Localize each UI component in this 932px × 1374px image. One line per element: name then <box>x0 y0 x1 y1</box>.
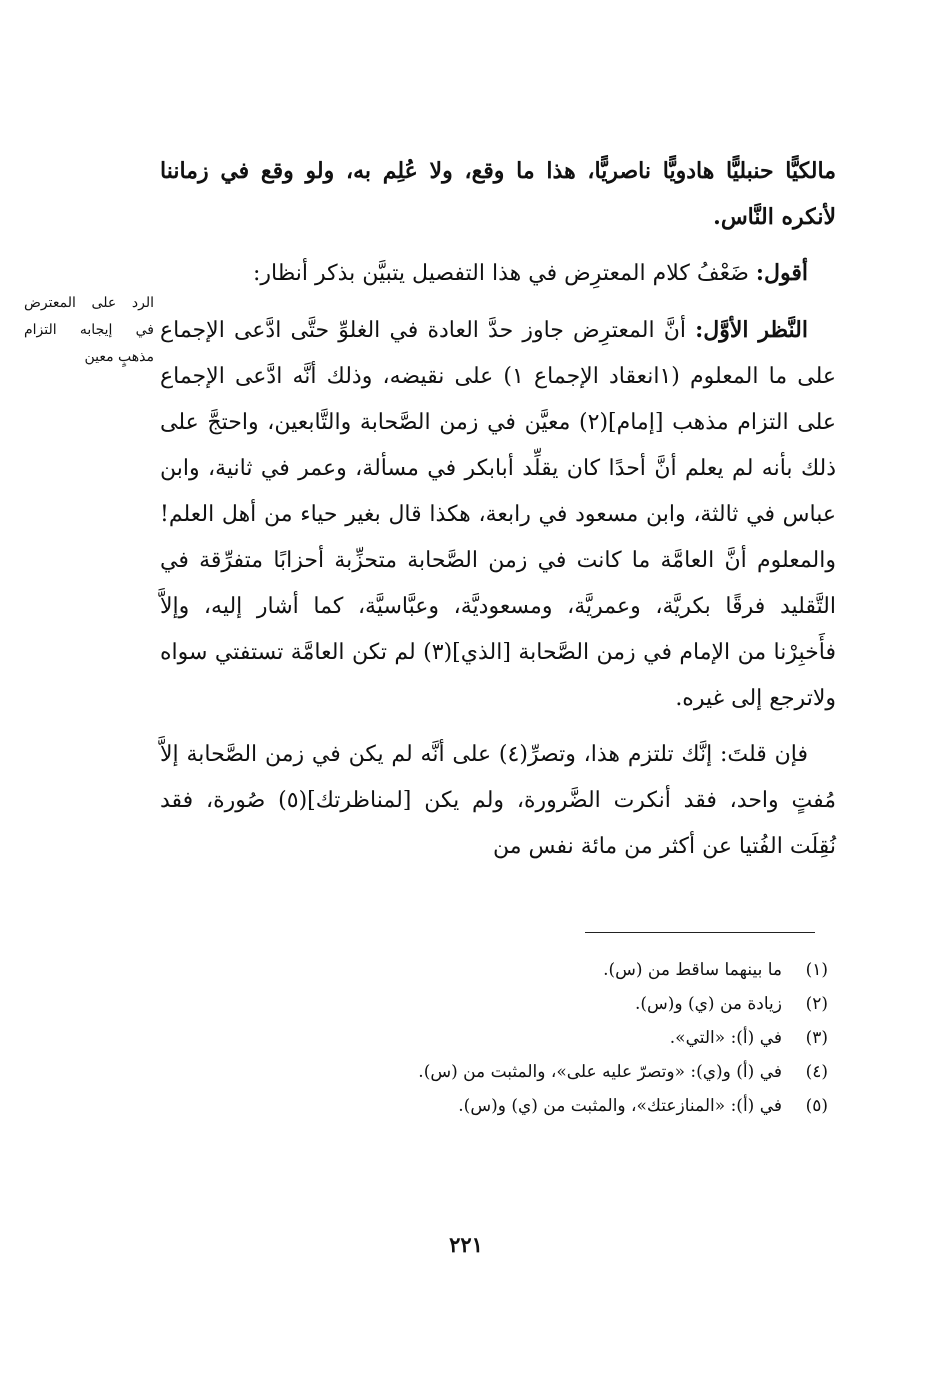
footnote-number: (١) <box>805 960 828 980</box>
footnote-number: (٣) <box>805 1028 828 1048</box>
footnote-item <box>160 953 836 987</box>
footnote-number: (٤) <box>805 1062 828 1082</box>
footnote-number: (٢) <box>805 994 828 1014</box>
paragraph-2 <box>160 250 836 297</box>
margin-note: الرد على المعترض في إيجابه التزام مذهبٍ معين <box>24 295 154 365</box>
page-number: ٢٢١ <box>449 1232 483 1257</box>
paragraph-3 <box>160 307 836 722</box>
paragraph-1 <box>160 148 836 240</box>
main-text-column <box>160 148 836 880</box>
paragraph-1-text: مالكيًّا حنبليًّا هادويًّا ناصريًّا، هذا ما وقع، ولا عُلِم به، ولو وقع في زماننا لأنكره النَّاس. <box>160 158 836 230</box>
footnote-item <box>160 1089 836 1123</box>
paragraph-3-text: أنَّ المعترِض جاوز حدَّ العادة في الغلوِّ حتَّى ادَّعى الإجماع على ما المعلوم (١انعقاد الإجماع ١) على نقيضه، وذلك أنَّه ادَّعى الإجماع على التزام مذهب [إمام](٢) معيَّن في زمن الصَّحابة والتَّابعين، واحتجَّ على ذلك بأنه لم يعلم أنَّ أحدًا كان يقلِّد أبابكر في مسألة، وعمر في ثانية، وابن عباس في ثالثة، وابن مسعود في رابعة، هكذا قال بغير حياء من أهل العلم! والمعلوم أنَّ العامَّة ما كانت في زمن الصَّحابة متحزِّبة أحزابًا متفرِّقة في التَّقليد فرقًا بكريَّة، وعمريَّة، ومسعوديَّة، وعبَّاسيَّة، كما أشار إليه، وإلاَّ فأَخبِرْنا من الإمام في زمن الصَّحابة [الذي](٣) لم تكن العامَّة تستفتي سواه ولاترجع إلى غيره. <box>160 318 837 711</box>
footnote-text: زيادة من (ي) و(س). <box>634 994 782 1014</box>
footnote-text: ما بينهما ساقط من (س). <box>603 960 782 980</box>
footnotes <box>160 953 836 1123</box>
paragraph-4-text: فإن قلتَ: إنَّك تلتزم هذا، وتصرِّ(٤) على أنَّه لم يكن في زمن الصَّحابة إلاَّ مُفتٍ واحد، فقد أنكرت الضَّرورة، ولم يكن [لمناظرتك](٥) صُورة، فقد نُقِلَت الفُتيا عن أكثر من مائة نفس من <box>160 742 836 859</box>
footnote-separator <box>585 932 815 933</box>
paragraph-4 <box>160 732 836 870</box>
footnote-item <box>160 1021 836 1055</box>
footnote-item <box>160 987 836 1021</box>
paragraph-2-lead: أقول: <box>755 260 808 286</box>
footnote-number: (٥) <box>805 1096 828 1116</box>
footnote-text: في (أ): «المنازعتك»، والمثبت من (ي) و(س). <box>458 1096 782 1116</box>
footnote-item <box>160 1055 836 1089</box>
paragraph-2-text: ضَعْفُ كلام المعترِض في هذا التفصيل يتبيَّن بذكر أنظار: <box>252 261 756 286</box>
paragraph-3-lead: النَّظر الأوَّل: <box>695 317 809 343</box>
footnote-text: في (أ): «التي». <box>669 1028 782 1048</box>
footnote-text: في (أ) و(ي): «وتصرّ عليه على»، والمثبت من (س). <box>418 1062 782 1082</box>
